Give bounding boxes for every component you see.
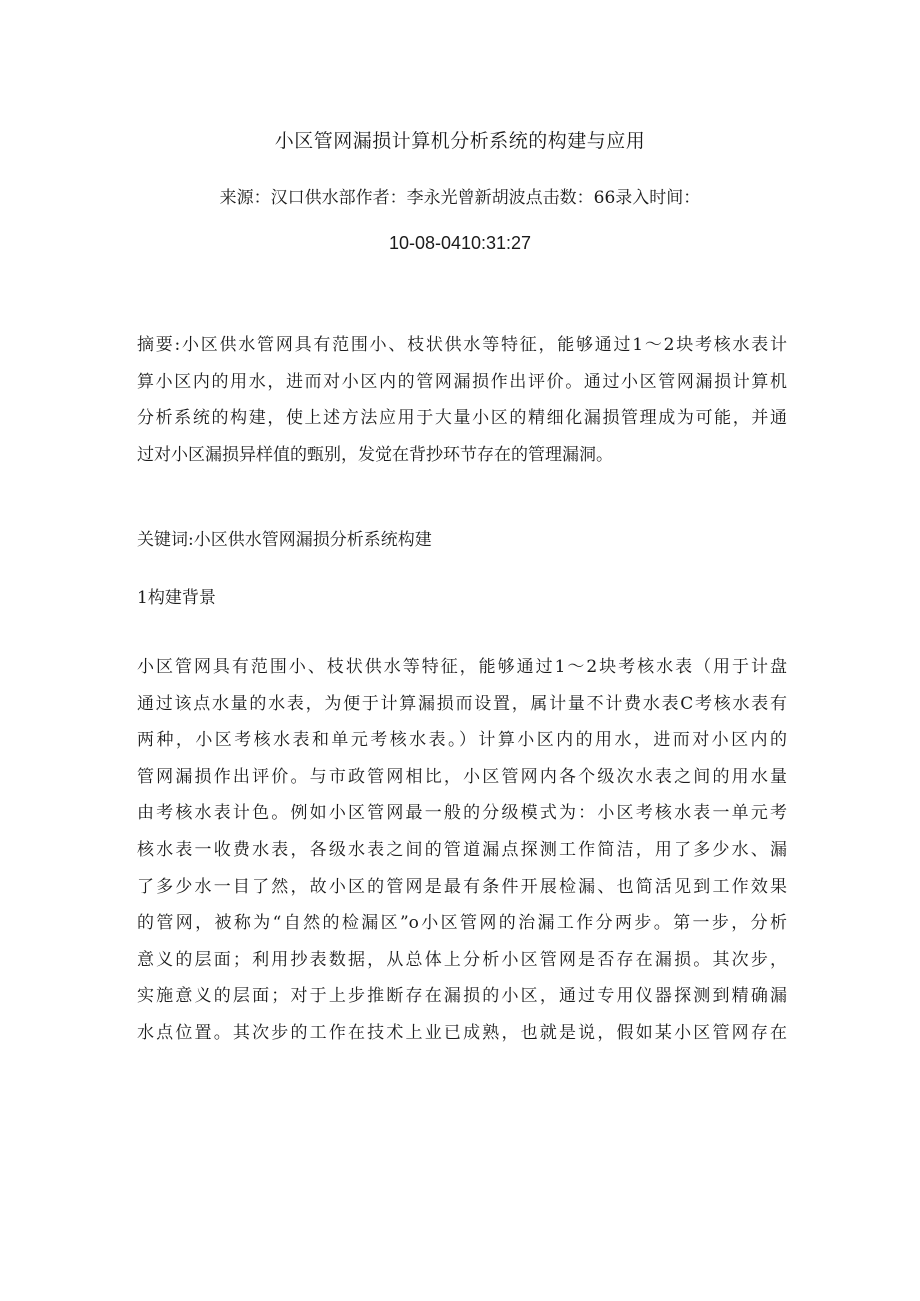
abstract-line: 过对小区漏损异样值的甄别，发觉在背抄环节存在的管理漏洞。 <box>137 444 613 465</box>
keywords-line: 关键词:小区供水管网漏损分析系统构建 <box>137 530 432 550</box>
body-line: 意义的层面；利用抄表数据，从总体上分析小区管网是否存在漏损。其次步， <box>137 949 787 970</box>
abstract-line: 摘要:小区供水管网具有范围小、枝状供水等特征，能够通过1～2块考核水表计 <box>137 335 787 355</box>
body-line: 两种，小区考核水表和单元考核水表。）计算小区内的用水，进而对小区内的 <box>137 730 787 751</box>
body-line: 核水表一收费水表，各级水表之间的管道漏点探测工作简洁，用了多少水、漏 <box>137 839 787 860</box>
body-line: 由考核水表计色。例如小区管网最一般的分级模式为：小区考核水表一单元考 <box>137 803 787 824</box>
body-line: 实施意义的层面；对于上步推断存在漏损的小区，通过专用仪器探测到精确漏 <box>137 986 787 1007</box>
body-line: 小区管网具有范围小、枝状供水等特征，能够通过1～2块考核水表（用于计盘 <box>137 657 787 677</box>
abstract-paragraph <box>137 327 787 473</box>
document-title: 小区管网漏损计算机分析系统的构建与应用 <box>274 130 646 152</box>
body-line: 的管网，被称为“自然的检漏区”o小区管网的治漏工作分两步。第一步，分析 <box>137 913 787 934</box>
body-line: 管网漏损作出评价。与市政管网相比，小区管网内各个级次水表之间的用水量 <box>137 766 787 787</box>
body-line: 通过该点水量的水表，为便于计算漏损而设置，属计量不计费水表C考核水表有 <box>137 693 787 714</box>
document-entry-time: 10-08-0410:31:27 <box>388 233 532 253</box>
document-meta-line: 来源：汉口供水部作者：李永光曾新胡波点击数：66录入时间： <box>219 188 701 208</box>
abstract-line: 分析系统的构建，使上述方法应用于大量小区的精细化漏损管理成为可能，并通 <box>137 408 787 428</box>
body-line: 了多少水一目了然，故小区的管网是最有条件开展检漏、也简活见到工作效果 <box>137 876 787 897</box>
body-paragraph <box>137 649 787 1052</box>
section-heading: 1构建背景 <box>137 588 216 608</box>
body-line: 水点位置。其次步的工作在技术上业已成熟，也就是说，假如某小区管网存在 <box>137 1022 787 1043</box>
abstract-line: 算小区内的用水，进而对小区内的管网漏损作出评价。通过小区管网漏损计算机 <box>137 371 787 392</box>
